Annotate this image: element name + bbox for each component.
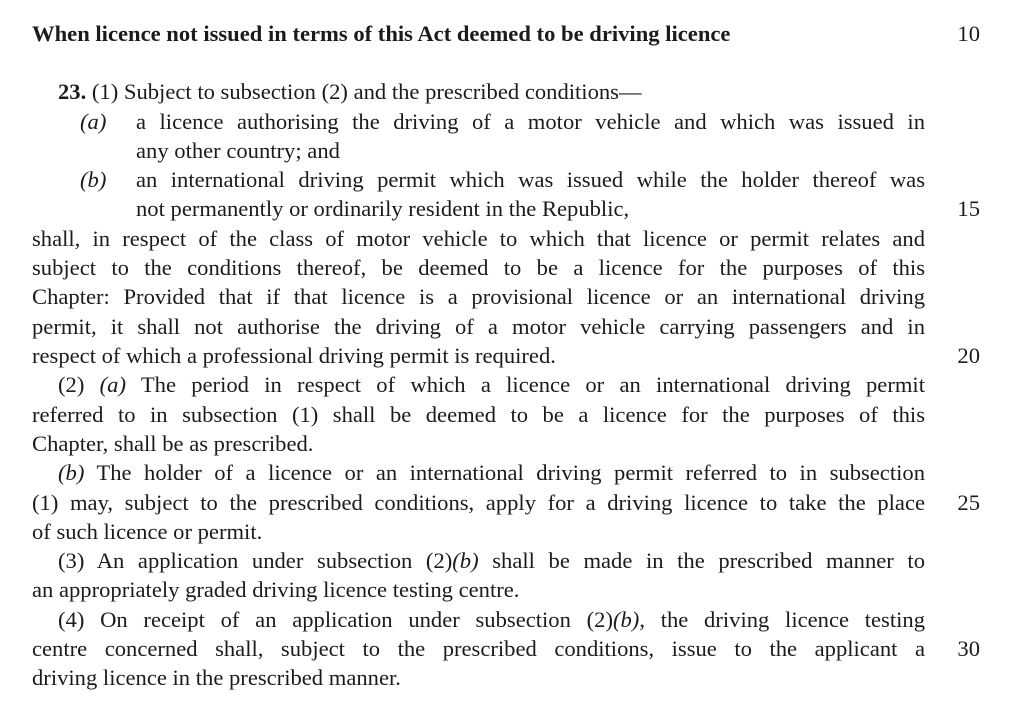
subsection-2b-line-2: (1) may, subject to the prescribed conditions, apply for a driving licence to take the place <box>32 490 925 515</box>
subsection-4-ref-label: (b) <box>612 607 640 632</box>
paragraph-b-line-2: not permanently or ordinarily resident in the Republic, <box>136 196 630 221</box>
paragraph-b-label: (b) <box>80 167 107 192</box>
subsection-2b-line-3: of such licence or permit. <box>32 519 263 544</box>
subsection-3-text-post: shall be made in the prescribed manner to <box>492 548 925 573</box>
paragraph-a-label: (a) <box>80 109 107 134</box>
subsection-2a-text: The period in respect of which a licence or an international driving permit <box>140 372 925 397</box>
subsection-3-line-2: an appropriately graded driving licence testing centre. <box>32 577 520 602</box>
line-number-15: 15 <box>957 196 980 221</box>
paragraph-b-line-1: an international driving permit which was issued while the holder thereof was <box>136 167 925 192</box>
subsection-4-line-2: centre concerned shall, subject to the prescribed conditions, issue to the applicant a <box>32 636 925 661</box>
line-number-25: 25 <box>957 490 980 515</box>
subsection-4-text-post: , the driving licence testing <box>639 607 925 632</box>
subsection-1-text: (1) Subject to subsection (2) and the prescribed conditions— <box>91 79 642 104</box>
subsection-1-intro <box>58 77 925 106</box>
subsection-2b-line-1 <box>58 458 925 487</box>
subsection-3-ref-label: (b) <box>452 548 479 573</box>
subsection-1-body-line-2: subject to the conditions thereof, be deemed to be a licence for the purposes of this <box>32 255 925 280</box>
paragraph-a-line-1: a licence authorising the driving of a motor vehicle and which was issued in <box>136 109 925 134</box>
subsection-2a-line-1 <box>58 370 925 399</box>
subsection-2b-label: (b) <box>58 460 85 485</box>
subsection-3-text-pre: (3) An application under subsection (2) <box>58 548 453 573</box>
subsection-2b-text: The holder of a licence or an international driving permit referred to in subsection <box>96 460 925 485</box>
line-number-20: 20 <box>957 343 980 368</box>
subsection-4-line-3: driving licence in the prescribed manner. <box>32 665 401 690</box>
line-number-30: 30 <box>957 636 980 661</box>
subsection-2a-label: (a) <box>99 372 126 397</box>
line-number-10: 10 <box>957 21 980 46</box>
subsection-2a-line-3: Chapter, shall be as prescribed. <box>32 431 314 456</box>
subsection-3-line-1 <box>58 546 925 575</box>
subsection-2-number: (2) <box>58 372 85 397</box>
subsection-1-body-line-3: Chapter: Provided that if that licence is a provisional licence or an international driving <box>32 284 925 309</box>
subsection-4-text-pre: (4) On receipt of an application under subsection (2) <box>58 607 613 632</box>
section-number: 23. <box>58 79 87 104</box>
subsection-1-body-line-1: shall, in respect of the class of motor vehicle to which that licence or permit relates and <box>32 226 925 251</box>
section-heading: When licence not issued in terms of this Act deemed to be driving licence <box>32 21 731 46</box>
paragraph-a-line-2: any other country; and <box>136 138 340 163</box>
subsection-1-body-line-5: respect of which a professional driving permit is required. <box>32 343 556 368</box>
subsection-4-line-1 <box>58 605 925 634</box>
subsection-2a-line-2: referred to in subsection (1) shall be deemed to be a licence for the purposes of this <box>32 402 925 427</box>
subsection-1-body-line-4: permit, it shall not authorise the driving of a motor vehicle carrying passengers and in <box>32 314 925 339</box>
